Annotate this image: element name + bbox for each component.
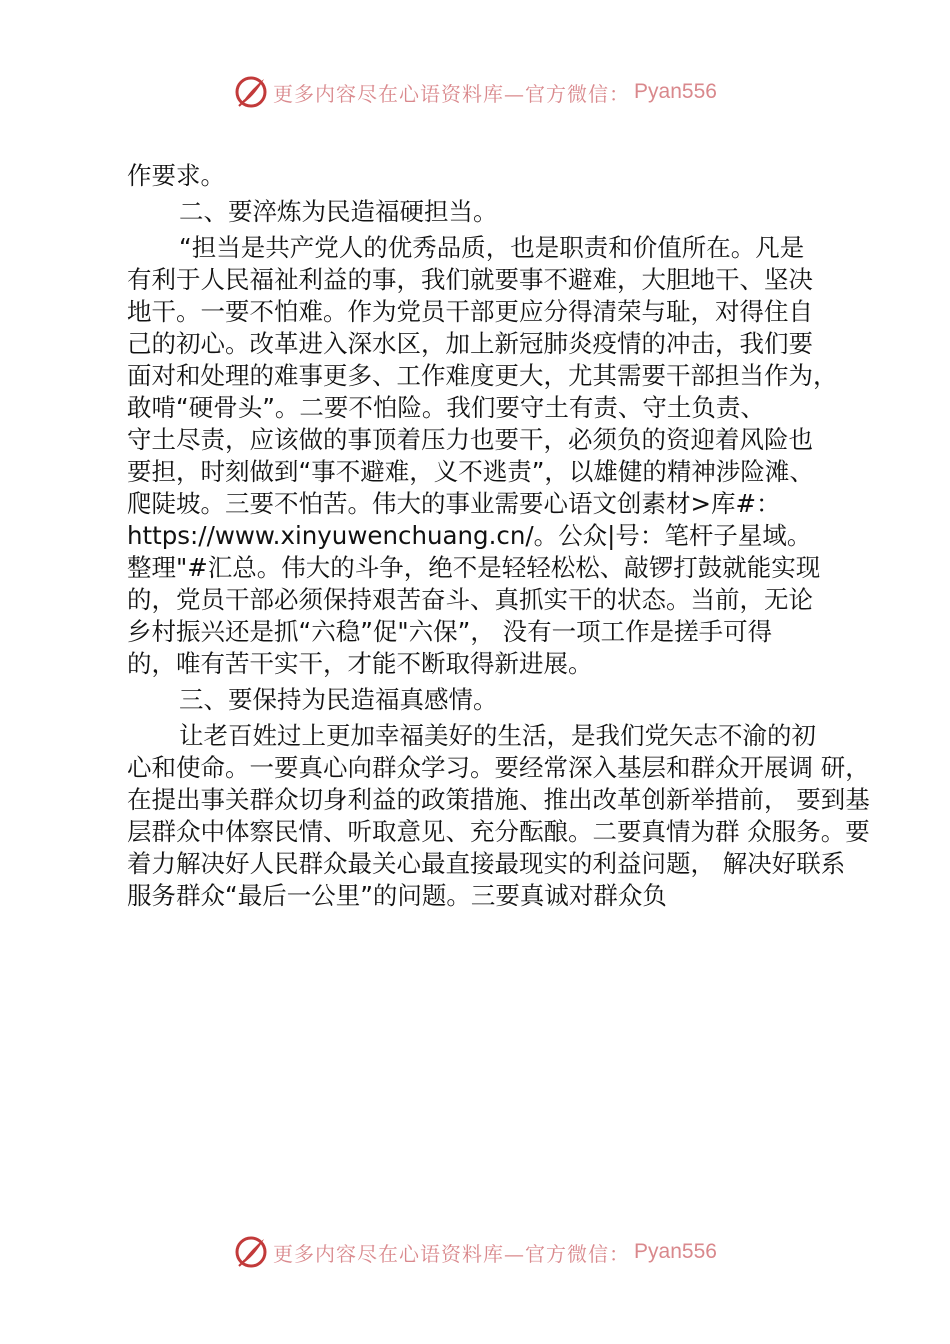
text-line: 地干。一要不怕难。作为党员干部更应分得清荣与耻，对得住自	[127, 297, 813, 326]
text-line: 整理"#汇总。伟大的斗争，绝不是轻轻松松、敲锣打鼓就能实现	[127, 553, 821, 582]
text-line: 乡村振兴还是抓“六稳”促"六保”， 没有一项工作是搓手可得	[127, 617, 773, 646]
text-line: 爬陡坡。三要不怕苦。伟大的事业需要心语文创素材>库#：	[127, 489, 781, 518]
text-line: 守土尽责，应该做的事顶着压力也要干，必须负的资迎着风险也	[127, 425, 813, 454]
watermark-wechat-id: Pyan556	[634, 1240, 717, 1263]
text-line: 层群众中体察民情、听取意见、充分酝酿。二要真情为群 众服务。要	[127, 817, 870, 846]
quill-circle-logo-icon	[233, 1234, 269, 1270]
text-line: 要担，时刻做到“事不避难，义不逃责”，以雄健的精神涉险滩、	[127, 457, 814, 486]
text-line: 敢啃“硬骨头”。二要不怕险。我们要守土有责、守土负责、	[127, 393, 765, 422]
text-line: 己的初心。改革进入深水区，加上新冠肺炎疫情的冲击，我们要	[127, 329, 813, 358]
watermark-text: 更多内容尽在心语资料库—官方微信：	[273, 81, 631, 106]
text-line: 面对和处理的难事更多、工作难度更大，尤其需要干部担当作为，	[127, 361, 838, 390]
header-watermark	[0, 72, 950, 112]
watermark-wechat-id: Pyan556	[634, 80, 717, 103]
section-heading-2: 二、要淬炼为民造福硬担当。	[179, 197, 498, 226]
document-body	[127, 160, 870, 912]
footer-watermark	[0, 1232, 950, 1272]
text-line: “担当是共产党人的优秀品质，也是职责和价值所在。凡是	[179, 233, 805, 262]
quill-circle-logo-icon	[233, 74, 269, 110]
text-line: 在提出事关群众切身利益的政策措施、推出改革创新举措前， 要到基	[127, 785, 870, 814]
text-line: 着力解决好人民群众最关心最直接最现实的利益问题， 解决好联系	[127, 849, 846, 878]
section-heading-3: 三、要保持为民造福真感情。	[179, 685, 498, 714]
text-line: https://www.xinyuwenchuang.cn/。公众|号：笔杆子星域。	[127, 521, 812, 550]
text-line: 有利于人民福祉利益的事，我们就要事不避难，大胆地干、坚决	[127, 265, 813, 294]
text-line: 让老百姓过上更加幸福美好的生活，是我们党矢志不渝的初	[179, 721, 816, 750]
text-line: 的，党员干部必须保持艰苦奋斗、真抓实干的状态。当前，无论	[127, 585, 813, 614]
watermark-text: 更多内容尽在心语资料库—官方微信：	[273, 1241, 631, 1266]
text-line: 心和使命。一要真心向群众学习。要经常深入基层和群众开展调 研，	[127, 753, 870, 782]
text-line: 的，唯有苦干实干，才能不断取得新进展。	[127, 649, 593, 678]
text-line: 服务群众“最后一公里”的问题。三要真诚对群众负	[127, 881, 667, 910]
text-line: 作要求。	[127, 161, 225, 190]
